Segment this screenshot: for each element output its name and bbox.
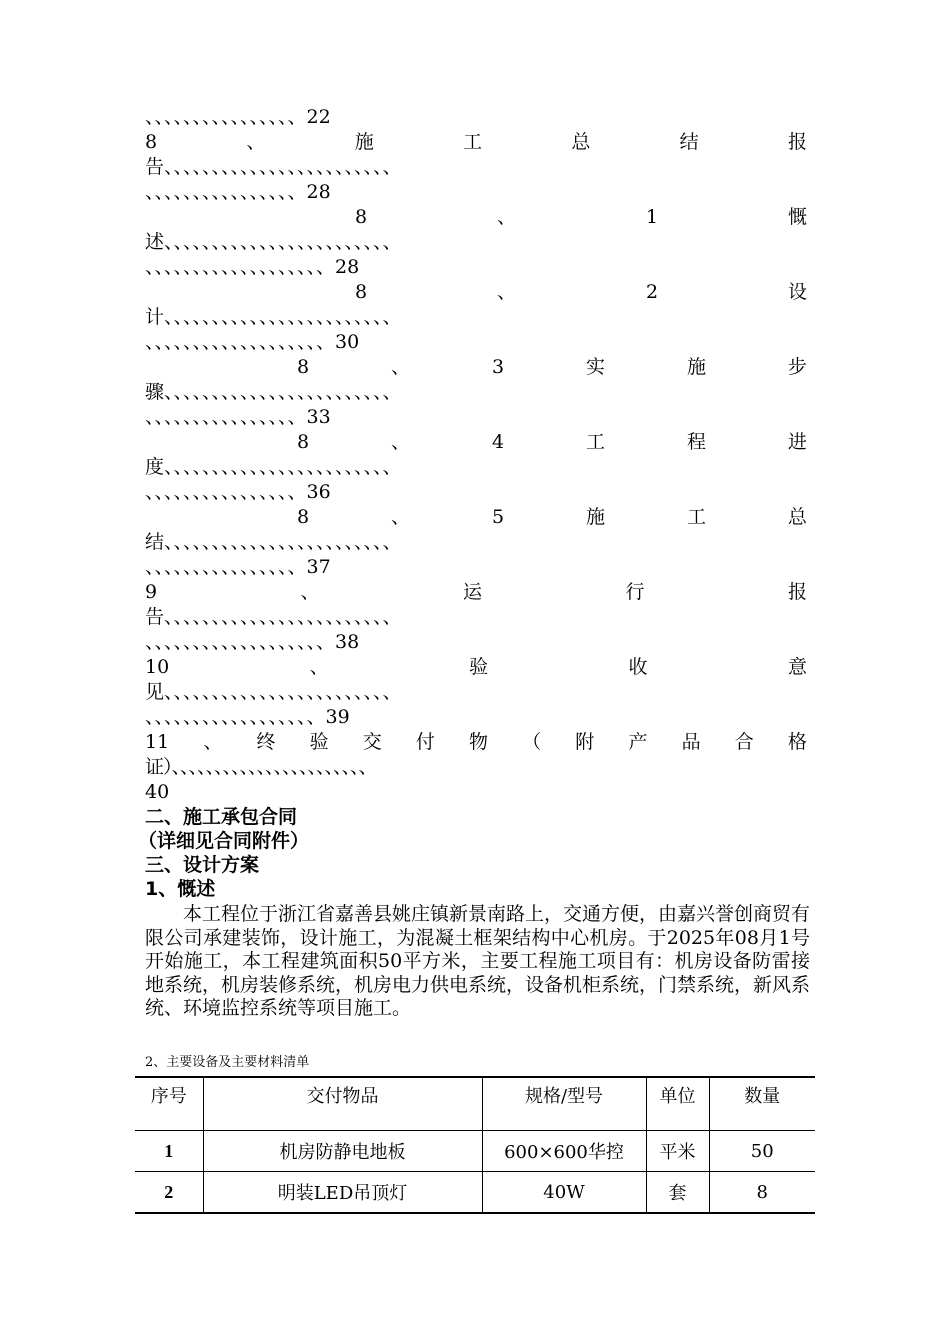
toc-line: 计、、、、、、、、、、、、、、、、、、、、、、、、 xyxy=(145,306,402,328)
overview-paragraph: 本工程位于浙江省嘉善县姚庄镇新景南路上，交通方便，由嘉兴誉创商贸有限公司承建装饰，设计施工，为混凝土框架结构中心机房。于2025年08月1号开始施工，本工程建筑面积50平方米，主要工程施工项目有：机房设备防雷接地系统，机房装修系统，机房电力供电系统，设备机柜系统，门禁系统，新风系统、环境监控系统等项目施工。 xyxy=(145,903,811,1019)
toc-line: 、、、、、、、、、、、、、、、、28 xyxy=(145,181,331,203)
toc-line: 告、、、、、、、、、、、、、、、、、、、、、、、、 xyxy=(145,156,402,178)
toc-line: 述、、、、、、、、、、、、、、、、、、、、、、、、 xyxy=(145,231,402,253)
toc-line: 、、、、、、、、、、、、、、、、、、39 xyxy=(145,706,350,728)
toc-line: 、、、、、、、、、、、、、、、、37 xyxy=(145,556,331,578)
heading-contract-note: （详细见合同附件） xyxy=(138,830,310,852)
cell-index: 1 xyxy=(135,1131,203,1172)
toc-line: 、、、、、、、、、、、、、、、、22 xyxy=(145,106,331,128)
cell-spec: 40W xyxy=(482,1172,646,1214)
header-spec: 规格/型号 xyxy=(482,1077,646,1131)
toc-entry-8-5[interactable]: 8 、 5 施 工 总 xyxy=(297,506,807,528)
toc-entry-8-1[interactable]: 8 、 1 慨 xyxy=(355,206,807,228)
cell-spec: 600×600华控 xyxy=(482,1131,646,1172)
toc-line: 证）、、、、、、、、、、、、、、、、、、、、、、、 xyxy=(145,756,377,778)
heading-contract: 二、施工承包合同 xyxy=(145,806,298,828)
heading-design: 三、设计方案 xyxy=(145,854,260,876)
toc-entry-8-3[interactable]: 8 、 3 实 施 步 xyxy=(297,356,807,378)
heading-overview: 1、慨述 xyxy=(145,878,216,900)
cell-quantity: 50 xyxy=(709,1131,815,1172)
material-table xyxy=(135,1076,815,1214)
toc-entry-8[interactable]: 8 、 施 工 总 结 报 xyxy=(145,131,807,153)
toc-entry-8-4[interactable]: 8 、 4 工 程 进 xyxy=(297,431,807,453)
cell-unit: 平米 xyxy=(646,1131,709,1172)
table-row xyxy=(135,1131,815,1172)
toc-entry-11[interactable]: 11 、 终 验 交 付 物 （ 附 产 品 合 格 xyxy=(145,731,807,753)
header-unit: 单位 xyxy=(646,1077,709,1131)
toc-line: 骤、、、、、、、、、、、、、、、、、、、、、、、、 xyxy=(145,381,402,403)
table-header-row xyxy=(135,1077,815,1131)
toc-line: 度、、、、、、、、、、、、、、、、、、、、、、、、 xyxy=(145,456,402,478)
header-item: 交付物品 xyxy=(203,1077,482,1131)
toc-line: 、、、、、、、、、、、、、、、、36 xyxy=(145,481,331,503)
cell-quantity: 8 xyxy=(709,1172,815,1214)
cell-item: 机房防静电地板 xyxy=(203,1131,482,1172)
toc-line: 40 xyxy=(145,781,170,803)
toc-line: 告、、、、、、、、、、、、、、、、、、、、、、、、 xyxy=(145,606,402,628)
toc-line: 、、、、、、、、、、、、、、、、、、、38 xyxy=(145,631,360,653)
header-quantity: 数量 xyxy=(709,1077,815,1131)
toc-entry-10[interactable]: 10 、 验 收 意 xyxy=(145,656,807,678)
toc-line: 、、、、、、、、、、、、、、、、、、、28 xyxy=(145,256,360,278)
toc-line: 、、、、、、、、、、、、、、、、33 xyxy=(145,406,331,428)
toc-line: 见、、、、、、、、、、、、、、、、、、、、、、、、 xyxy=(145,681,402,703)
table-row xyxy=(135,1172,815,1214)
cell-item: 明装LED吊顶灯 xyxy=(203,1172,482,1214)
toc-entry-8-2[interactable]: 8 、 2 设 xyxy=(355,281,807,303)
material-list-title: 2、主要设备及主要材料清单 xyxy=(145,1055,310,1070)
toc-line: 结、、、、、、、、、、、、、、、、、、、、、、、、 xyxy=(145,531,402,553)
toc-entry-9[interactable]: 9 、 运 行 报 xyxy=(145,581,807,603)
cell-index: 2 xyxy=(135,1172,203,1214)
header-index: 序号 xyxy=(135,1077,203,1131)
toc-line: 、、、、、、、、、、、、、、、、、、、30 xyxy=(145,331,360,353)
cell-unit: 套 xyxy=(646,1172,709,1214)
